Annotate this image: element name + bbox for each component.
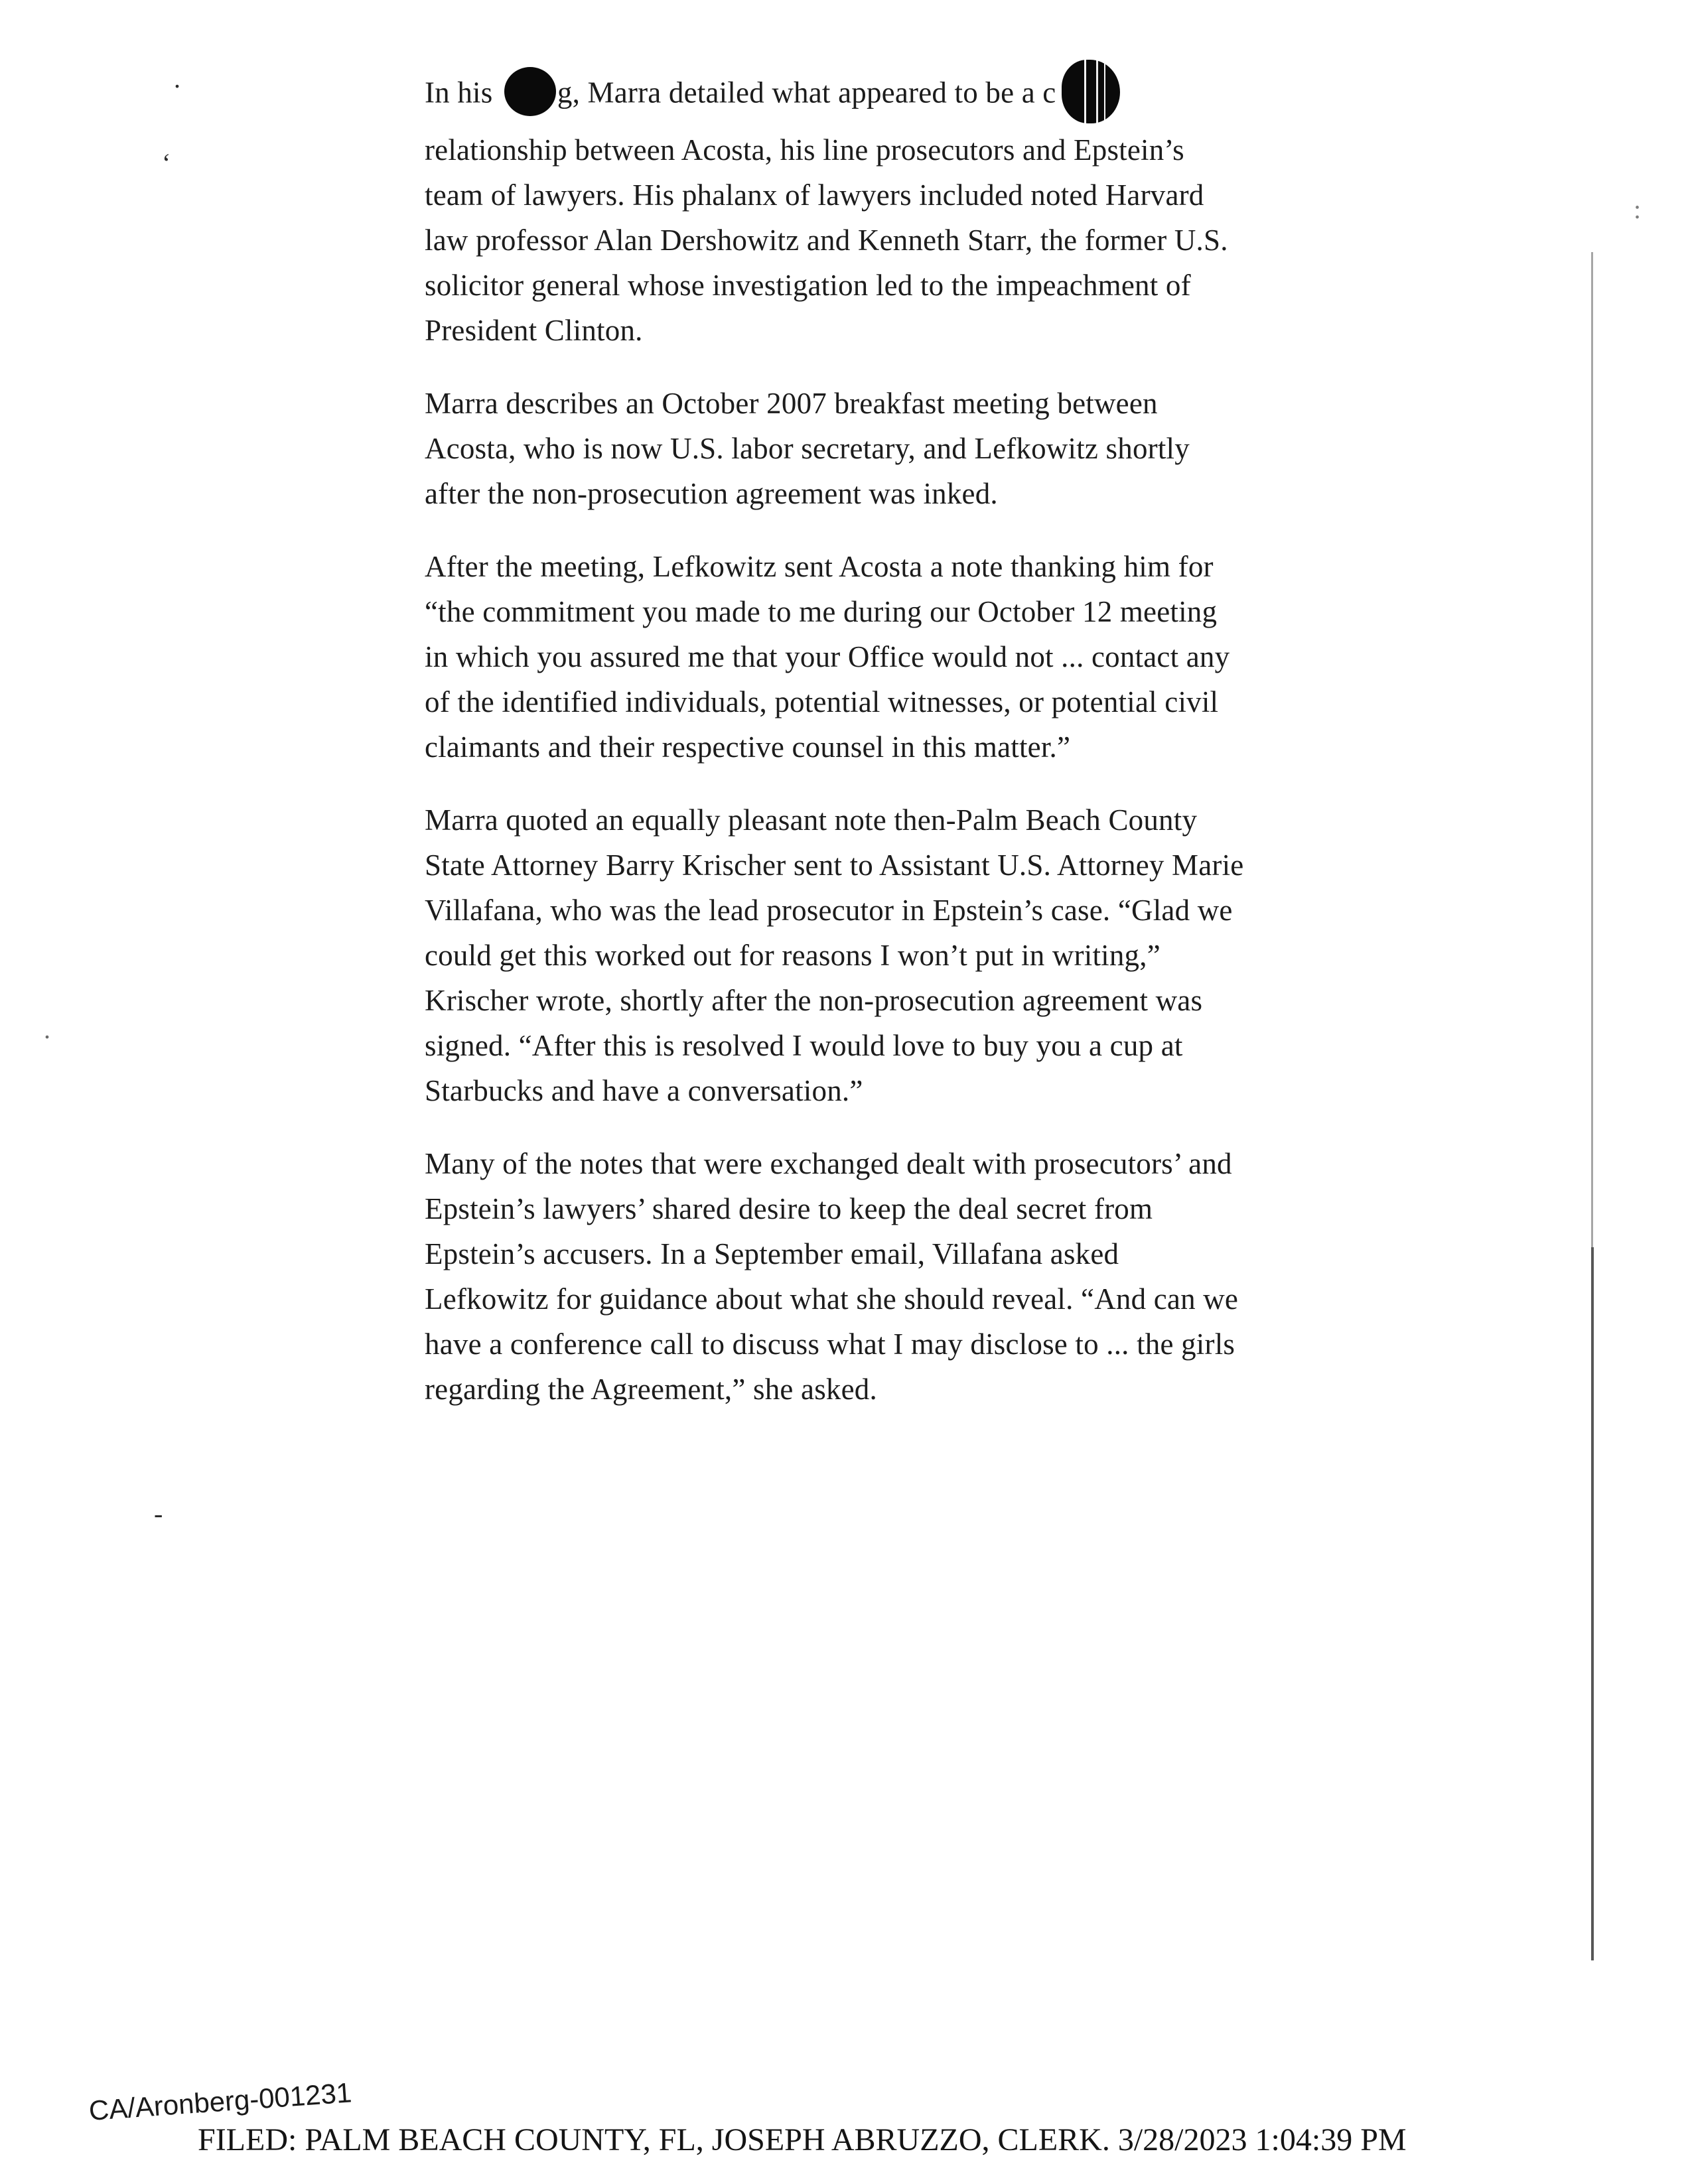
paragraph-fragment: In his — [425, 76, 493, 109]
text-paragraph: Marra quoted an equally pleasant note then-Palm Beach County State Attorney Barry Krischer sent to Assistant U.S. Attorney Marie Villafana, who was the lead prosecutor in Epstein’s case. “Glad we could get this worked out for reasons I won’t put in writing,” Krischer wrote, shortly after the non-prosecution agreement was signed. “After this is resolved I would love to buy you a cup at Starbucks and have a conversation.” — [425, 803, 1244, 1107]
text-paragraph: Marra describes an October 2007 breakfast meeting between Acosta, who is now U.S. labor secretary, and Lefkowitz shortly after the non-prosecution agreement was inked. — [425, 387, 1190, 510]
ink-blob-redaction-icon — [504, 67, 556, 116]
scan-artifact-dot: . — [44, 1014, 50, 1044]
scan-artifact-dash: - — [154, 1499, 163, 1529]
text-paragraph — [425, 64, 1244, 353]
article-body — [425, 64, 1244, 1440]
scan-artifact-colon: : — [1634, 194, 1642, 224]
text-paragraph: After the meeting, Lefkowitz sent Acosta a note thanking him for “the commitment you made to me during our October 12 meeting in which you assured me that your Office would not ... contact any of the identified individuals, potential witnesses, or potential civil claimants and their respective counsel in this matter.” — [425, 550, 1230, 764]
ink-blob-redaction-icon — [1062, 60, 1120, 123]
scan-artifact-mark: ‘ — [162, 148, 171, 178]
scan-artifact-vertical-line — [1591, 252, 1593, 1247]
court-filed-stamp: FILED: PALM BEACH COUNTY, FL, JOSEPH ABRUZZO, CLERK. 3/28/2023 1:04:39 PM — [198, 2122, 1407, 2157]
paragraph-fragment: relationship between Acosta, his line prosecutors and Epstein’s team of lawyers. His phalanx of lawyers included noted Harvard law professor Alan Dershowitz and Kenneth Starr, the former U.S. solicitor general whose investigation led to the impeachment of President Clinton. — [425, 133, 1228, 347]
text-paragraph: Many of the notes that were exchanged dealt with prosecutors’ and Epstein’s lawyers’ shared desire to keep the deal secret from Epstein’s accusers. In a September email, Villafana asked Lefkowitz for guidance about what she should reveal. “And can we have a conference call to discuss what I may disclose to ... the girls regarding the Agreement,” she asked. — [425, 1147, 1239, 1406]
scan-artifact-dot: . — [174, 64, 180, 94]
scan-artifact-vertical-line — [1591, 1247, 1594, 1960]
paragraph-fragment: g, Marra detailed what appeared to be a c — [557, 76, 1056, 109]
bates-number: CA/Aronberg-001231 — [88, 2077, 353, 2126]
